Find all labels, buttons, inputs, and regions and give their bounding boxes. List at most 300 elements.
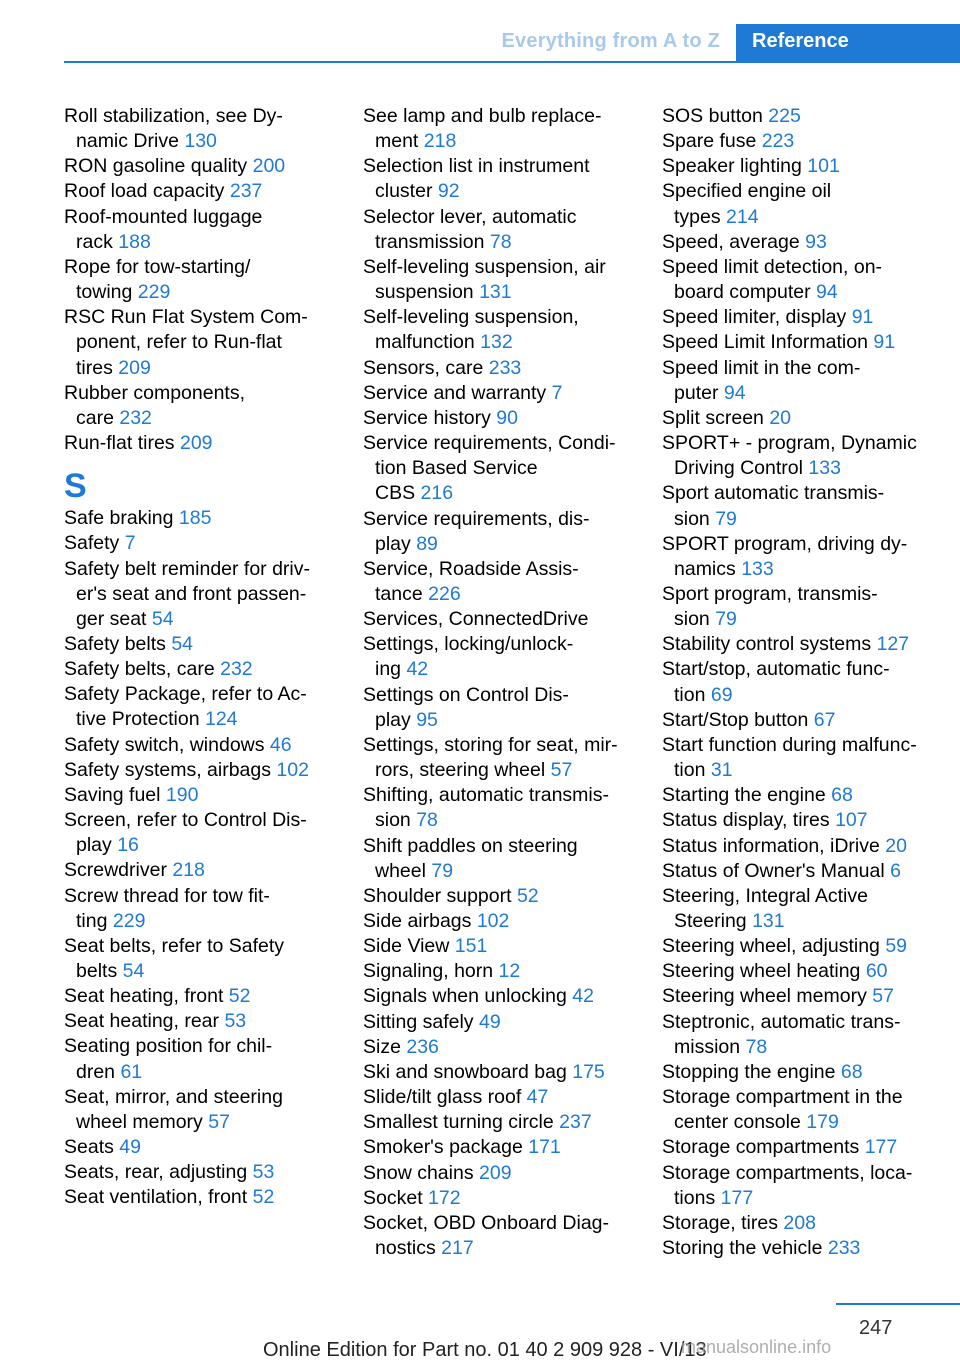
index-column-2 [363,104,631,1261]
entry-text: Service history [363,406,491,429]
page-link[interactable]: 90 [496,406,518,429]
page-link[interactable]: 188 [118,230,151,253]
entry-text: SOS button [662,105,763,127]
entry-text: Safety systems, airbags [64,758,271,781]
index-entry [64,506,332,531]
page-link[interactable]: 42 [572,985,594,1008]
index-entry [363,733,631,783]
index-entry [363,984,631,1009]
index-entry [64,381,332,431]
page-link[interactable]: 54 [171,632,194,655]
page-link[interactable]: 6 [890,859,901,882]
index-entry [363,1085,631,1110]
index-entry [363,683,631,733]
index-entry [662,230,930,255]
entry-text: Service and warranty [363,381,547,404]
entry-text: Socket [363,1186,423,1209]
entry-text: ger seat [76,607,147,630]
index-entry [64,531,332,556]
index-entry [363,1161,631,1186]
index-entry [662,255,930,305]
entry-text: Spare fuse [662,130,757,153]
entry-text: Selection list in instrument [363,155,590,178]
index-entry [64,758,332,783]
page-link[interactable]: 133 [808,457,841,480]
page-link[interactable]: 179 [806,1111,839,1134]
page-link[interactable]: 102 [476,910,510,932]
entry-text: Stability control systems [662,633,872,656]
entry-text: Settings, storing for seat, mir‐ [363,733,618,756]
page-link[interactable]: 79 [715,608,737,631]
page-link[interactable]: 95 [416,708,438,731]
entry-text: Service requirements, Condi‐ [363,432,616,455]
entry-text: Steering, Integral Active [662,884,868,907]
entry-text: Split screen [662,406,764,429]
entry-text: Status information, iDrive [662,834,880,857]
entry-text: Storage compartments, loca‐ [662,1161,913,1184]
index-entry [64,632,332,657]
entry-text: ment [375,130,419,153]
page-link[interactable]: 49 [119,1136,141,1159]
page-link[interactable]: 214 [726,205,759,228]
page-link[interactable]: 107 [835,809,868,832]
index-entry [64,733,332,758]
entry-text: Side View [363,935,450,958]
index-entry [662,129,930,154]
entry-text: Safety [64,532,120,555]
entry-text: Rope for tow-starting/ [64,255,251,278]
entry-text: Sport automatic transmis‐ [662,482,885,505]
entry-text: er's seat and front passen‐ [76,582,307,605]
page-link[interactable]: 94 [816,281,838,304]
page-link[interactable]: 217 [441,1237,474,1260]
page-link[interactable]: 7 [124,532,136,555]
entry-text: tive Protection [76,708,200,731]
page-link[interactable]: 57 [550,759,573,782]
entry-text: play [375,532,411,555]
index-entry [662,1161,930,1211]
index-entry [363,1035,631,1060]
entry-text: tion [674,683,706,706]
index-entry [64,858,332,883]
entry-text: Steering wheel, adjusting [662,935,880,958]
page-link[interactable]: 57 [208,1110,230,1133]
entry-text: tions [674,1186,716,1209]
entry-text: Self-leveling suspension, air [363,255,606,278]
index-entry [363,632,631,682]
entry-text: center console [674,1111,801,1134]
entry-text: play [76,834,112,857]
index-entry [64,255,332,305]
index-entry [64,1085,332,1135]
entry-text: Steptronic, automatic trans‐ [662,1010,901,1033]
entry-text: malfunction [375,331,475,354]
index-entry [64,884,332,934]
entry-text: Steering [674,910,747,932]
entry-text: Seat heating, rear [64,1010,220,1033]
page-link[interactable]: 78 [489,230,512,253]
entry-text: belts [76,960,118,982]
page-link[interactable]: 226 [428,582,461,605]
entry-text: Safety belt reminder for driv‐ [64,557,311,580]
page-link[interactable]: 209 [179,432,213,455]
section-title: Everything from A to Z [501,30,720,52]
entry-text: Smoker's package [363,1136,523,1159]
page-link[interactable]: 233 [827,1237,861,1260]
index-entry [64,205,332,255]
page-link[interactable]: 16 [117,834,139,857]
entry-text: Stopping the engine [662,1060,836,1083]
index-entry [662,783,930,808]
page-link[interactable]: 229 [137,281,171,304]
page-link[interactable]: 12 [498,960,521,983]
page-link[interactable]: 175 [572,1060,605,1083]
index-entry [662,657,930,707]
index-entry [64,984,332,1009]
page-link[interactable]: 47 [526,1086,549,1109]
page-link[interactable]: 78 [416,809,438,832]
page-header [64,24,960,62]
page-link[interactable]: 46 [269,733,292,756]
page-link[interactable]: 68 [840,1060,863,1083]
index-entry [662,1236,930,1261]
entry-text: tires [76,356,113,379]
page-link[interactable]: 31 [710,759,733,782]
entry-text: Seat belts, refer to Safety [64,934,285,957]
reference-tab-label: Reference [752,30,849,52]
entry-text: Specified engine oil [662,180,832,203]
page-link[interactable]: 20 [885,834,907,857]
index-entry [662,431,930,481]
page-link[interactable]: 216 [420,482,454,505]
page-link[interactable]: 127 [876,633,910,656]
page-link[interactable]: 59 [885,935,908,958]
index-entry [64,305,332,380]
page-link[interactable]: 54 [122,960,145,982]
page-link[interactable]: 236 [406,1035,439,1058]
index-entry [363,1010,631,1035]
entry-text: SPORT program, driving dy‐ [662,532,908,555]
entry-text: Seats, rear, adjusting [64,1161,248,1184]
entry-text: Run-flat tires [64,432,175,455]
entry-text: Roof-mounted luggage [64,205,263,228]
page-link[interactable]: 208 [783,1211,816,1234]
entry-text: Starting the engine [662,784,826,807]
page-link[interactable]: 67 [813,708,836,731]
page-link[interactable]: 232 [119,406,152,429]
index-entry [662,406,930,431]
entry-text: Shifting, automatic transmis‐ [363,784,610,807]
entry-text: Storage compartments [662,1136,860,1159]
page-link[interactable]: 223 [761,130,795,153]
index-entry [662,1085,930,1135]
index-entry [64,934,332,984]
entry-text: Seats [64,1136,114,1159]
entry-text: RON gasoline quality [64,155,248,178]
entry-text: namic Drive [76,130,179,153]
index-entry [363,884,631,909]
entry-text: Steering wheel heating [662,960,861,983]
index-entry [363,1135,631,1160]
index-entry [64,1009,332,1034]
entry-text: Shoulder support [363,884,512,907]
entry-text: Speaker lighting [662,155,802,178]
page-link[interactable]: 79 [431,859,454,882]
entry-text: Status of Owner's Manual [662,859,885,882]
page-link[interactable]: 89 [416,532,438,555]
index-entry [363,406,631,431]
entry-text: Start/stop, automatic func‐ [662,658,890,681]
page-link[interactable]: 53 [252,1161,275,1184]
index-entry [363,104,631,154]
index-column-3 [662,104,930,1261]
index-entry [662,305,930,330]
index-column-1 [64,104,332,1211]
page-link[interactable]: 131 [752,910,785,932]
page-link[interactable]: 52 [516,884,539,907]
entry-text: Storage compartment in the [662,1086,903,1109]
entry-text: Sensors, care [363,356,484,379]
index-entry [363,834,631,884]
entry-text: sion [674,507,710,530]
page-link[interactable]: 93 [805,230,827,253]
index-entry [662,708,930,733]
index-entry [363,1211,631,1261]
index-entry [363,1110,631,1135]
reference-tab [736,24,960,62]
entry-text: Seat ventilation, front [64,1186,248,1209]
entry-text: nostics [375,1237,436,1260]
entry-text: Self-leveling suspension, [363,306,579,329]
page-link[interactable]: 209 [479,1161,512,1184]
page-link[interactable]: 131 [479,281,512,304]
index-entry [662,632,930,657]
entry-text: Screw thread for tow fit‐ [64,884,270,907]
index-entry [363,607,631,632]
entry-text: tion Based Service [375,457,538,480]
page-link[interactable]: 91 [851,306,874,329]
page-link[interactable]: 233 [488,356,522,379]
entry-text: mission [674,1035,741,1058]
entry-text: Roof load capacity [64,180,225,203]
entry-text: transmission [375,230,485,253]
entry-text: towing [76,281,133,304]
entry-text: Storage, tires [662,1211,778,1234]
index-entry [662,179,930,229]
index-entry [64,557,332,632]
index-entry [64,1034,332,1084]
page-link[interactable]: 61 [120,1060,143,1083]
index-entry [363,381,631,406]
entry-text: types [674,205,721,228]
index-entry [662,859,930,884]
page-link[interactable]: 151 [454,935,488,958]
page-link[interactable]: 200 [252,155,286,178]
page-link[interactable]: 49 [478,1010,501,1033]
index-entry [662,834,930,859]
entry-text: Settings on Control Dis‐ [363,683,569,706]
page-number: 247 [859,1317,893,1339]
page-link[interactable]: 42 [406,658,429,681]
page-link[interactable]: 124 [204,708,238,731]
index-entry [363,205,631,255]
entry-text: Roll stabilization, see Dy‐ [64,105,283,127]
index-entry [64,783,332,808]
entry-text: Seat, mirror, and steering [64,1085,283,1108]
page-link[interactable]: 237 [559,1111,592,1134]
page-link[interactable]: 225 [768,105,801,127]
page-link[interactable]: 177 [864,1136,898,1159]
index-letter-heading: S [64,467,87,506]
entry-text: Speed limit in the com‐ [662,356,861,379]
page-link[interactable]: 102 [276,758,309,781]
index-entry [64,1160,332,1185]
index-entry [363,909,631,934]
entry-text: ing [375,658,402,681]
entry-text: Socket, OBD Onboard Diag‐ [363,1211,610,1234]
index-entry [662,532,930,582]
index-entry [363,431,631,506]
index-entry [64,431,332,456]
page-link[interactable]: 177 [720,1186,754,1209]
index-entry [662,582,930,632]
index-entry [363,507,631,557]
index-entry [363,783,631,833]
entry-text: care [76,406,114,429]
index-entry [64,1135,332,1160]
entry-text: Ski and snowboard bag [363,1060,567,1083]
index-entry [363,557,631,607]
watermark: manualsonline.info [681,1337,832,1357]
entry-text: Speed limiter, display [662,306,847,329]
page-link[interactable]: 57 [872,985,894,1008]
page-link[interactable]: 79 [715,507,737,530]
page-link[interactable]: 91 [873,331,896,354]
entry-text: ting [76,909,108,932]
page-link[interactable]: 132 [480,331,513,354]
entry-text: tion [674,759,706,782]
entry-text: rack [76,230,113,253]
page-link[interactable]: 7 [551,381,563,404]
entry-text: Screen, refer to Control Dis‐ [64,809,307,832]
page-link[interactable]: 133 [741,557,774,580]
index-entry [662,1135,930,1160]
entry-text: Seating position for chil‐ [64,1035,273,1058]
page-link[interactable]: 172 [428,1186,461,1209]
entry-text: Side airbags [363,910,472,932]
page-link[interactable]: 69 [710,683,733,706]
page-link[interactable]: 78 [745,1035,768,1058]
index-entry [662,104,930,129]
page-link[interactable]: 92 [437,180,460,203]
page-link[interactable]: 94 [723,381,746,404]
entry-text: Size [363,1035,401,1058]
entry-text: board computer [674,281,811,304]
entry-text: Rubber components, [64,381,246,404]
page-link[interactable]: 52 [252,1186,275,1209]
index-entry [662,808,930,833]
entry-text: ponent, refer to Run-flat [76,331,282,354]
entry-text: Sitting safely [363,1010,474,1033]
entry-text: SPORT+ - program, Dynamic [662,432,917,455]
entry-text: Safety Package, refer to Ac‐ [64,683,307,706]
entry-text: Snow chains [363,1161,474,1184]
edition-footer: Online Edition for Part no. 01 40 2 909 928 - VI/13 [263,1339,707,1361]
entry-text: Signaling, horn [363,960,494,983]
page-link[interactable]: 130 [184,130,217,153]
index-entry [363,356,631,381]
index-entry [662,1211,930,1236]
page-link[interactable]: 209 [118,356,151,379]
index-entry [662,154,930,179]
index-entry [64,179,332,204]
entry-text: Service, Roadside Assis‐ [363,557,579,580]
index-entry [662,1060,930,1085]
page-link[interactable]: 237 [229,180,263,203]
entry-text: namics [674,557,736,580]
entry-text: CBS [375,482,416,505]
entry-text: Saving fuel [64,783,161,806]
entry-text: Speed limit detection, on- [662,255,883,278]
entry-text: Settings, locking/unlock‐ [363,633,574,656]
index-entry [662,884,930,934]
entry-text: Services, ConnectedDrive [363,608,589,631]
entry-text: sion [375,809,411,832]
entry-text: Safety belts [64,632,166,655]
index-entry [662,934,930,959]
entry-text: RSC Run Flat System Com‐ [64,306,308,329]
page-link[interactable]: 218 [423,130,457,153]
page-link[interactable]: 101 [807,155,840,178]
index-entry [662,481,930,531]
index-entry [662,959,930,984]
index-entry [64,1185,332,1210]
index-entry [64,657,332,682]
index-entry [64,104,332,154]
entry-text: Smallest turning circle [363,1111,554,1134]
entry-text: suspension [375,281,474,304]
page-link[interactable]: 185 [178,507,212,530]
entry-text: Driving Control [674,457,803,480]
page-link[interactable]: 60 [865,960,888,983]
page-link[interactable]: 68 [831,784,853,807]
entry-text: Screwdriver [64,859,167,882]
page-link[interactable]: 54 [151,607,174,630]
entry-text: Start function during malfunc‐ [662,733,917,756]
page-link[interactable]: 229 [112,909,146,932]
entry-text: Safety belts, care [64,658,215,681]
index-entry [363,255,631,305]
entry-text: Service requirements, dis‐ [363,507,590,530]
footer-rule [836,1303,960,1305]
index-entry [363,959,631,984]
index-entry [662,733,930,783]
index-entry [363,305,631,355]
entry-text: Speed, average [662,230,800,253]
page-link[interactable]: 53 [224,1010,247,1033]
page-link[interactable]: 171 [528,1136,561,1159]
index-entry [363,1186,631,1211]
page-link[interactable]: 232 [220,658,253,681]
page-link[interactable]: 190 [165,783,199,806]
entry-text: Selector lever, automatic [363,205,577,228]
entry-text: dren [76,1060,116,1083]
page-link[interactable]: 20 [769,406,792,429]
entry-text: wheel [375,859,426,882]
page-link[interactable]: 52 [228,985,251,1008]
page-link[interactable]: 218 [172,859,205,882]
entry-text: Slide/tilt glass roof [363,1086,522,1109]
